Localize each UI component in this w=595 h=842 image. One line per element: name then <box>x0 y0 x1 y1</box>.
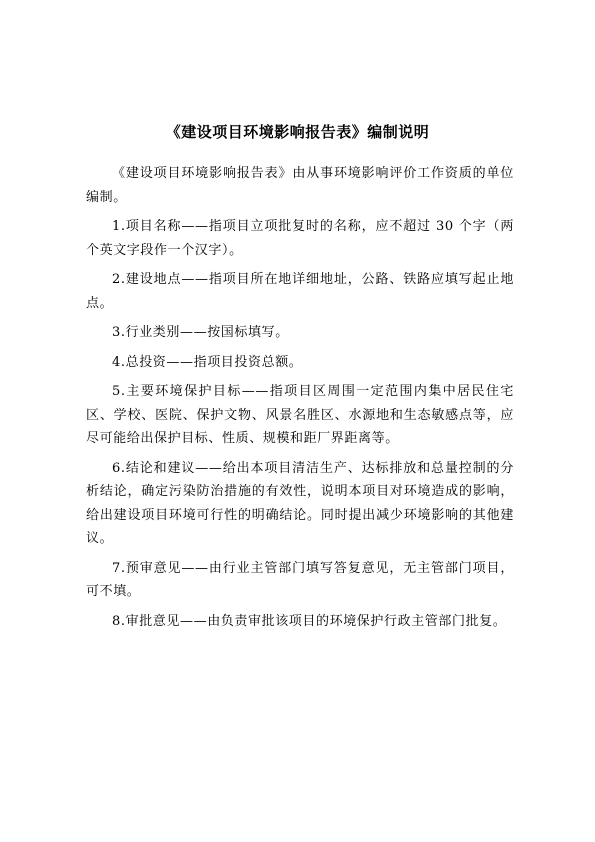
paragraph-item-1: 1.项目名称——指项目立项批复时的名称，应不超过 30 个字（两个英文字段作一个汉字）。 <box>86 219 514 258</box>
paragraph-item-3: 3.行业类别——按国标填写。 <box>112 325 289 340</box>
paragraph-item-6: 6.结论和建议——给出本项目清洁生产、达标排放和总量控制的分析结论，确定污染防治措施的有效性，说明本项目对环境造成的影响，给出建设项目环境可行性的明确结论。同时提出减少环境影响的其他建议。 <box>86 460 514 546</box>
paragraph-item-2: 2.建设地点——指项目所在地详细地址，公路、铁路应填写起止地点。 <box>86 272 514 311</box>
paragraph-item-8: 8.审批意见——由负责审批该项目的环境保护行政主管部门批复。 <box>112 613 507 629</box>
document-body <box>86 162 514 639</box>
paragraph-item-4: 4.总投资——指项目投资总额。 <box>112 354 303 370</box>
document-title: 《建设项目环境影响报告表》编制说明 <box>165 123 430 141</box>
paragraph-item-5: 5.主要环境保护目标——指项目区周围一定范围内集中居民住宅区、学校、医院、保护文物、风景名胜区、水源地和生态敏感点等，应尽可能给出保护目标、性质、规模和距厂界距离等。 <box>86 384 514 446</box>
paragraph-intro: 《建设项目环境影响报告表》由从事环境影响评价工作资质的单位编制。 <box>86 166 514 205</box>
paragraph-item-7: 7.预审意见——由行业主管部门填写答复意见，无主管部门项目，可不填。 <box>86 560 514 599</box>
